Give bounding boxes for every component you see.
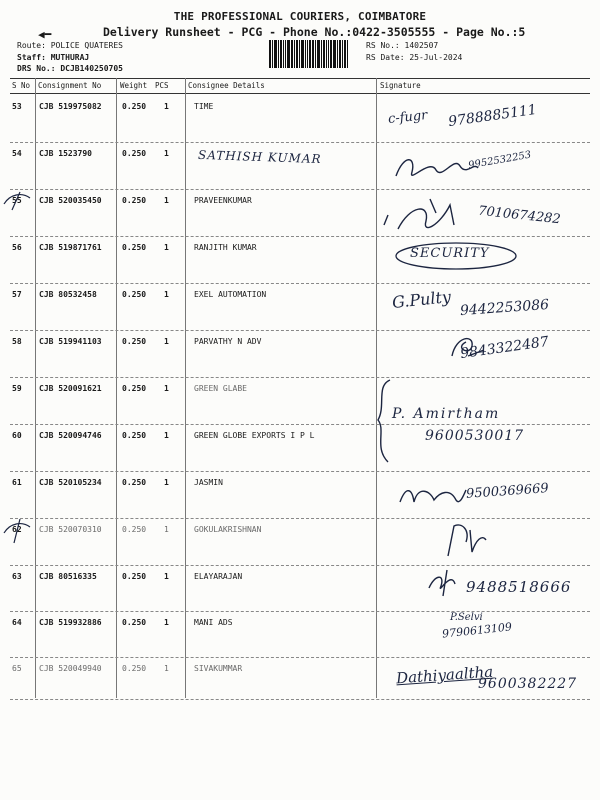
row-sno: 65	[12, 664, 22, 673]
row-consignment-no: CJB 520105234	[39, 478, 102, 487]
row-pcs: 1	[164, 290, 169, 299]
row-weight: 0.250	[122, 102, 147, 111]
row-pcs: 1	[164, 478, 169, 487]
row-sno: 62	[12, 525, 22, 534]
row-consignee: GREEN GLOBE EXPORTS I P L	[194, 431, 315, 440]
signature-62	[440, 520, 490, 560]
arrow-mark: ◀━	[38, 28, 52, 41]
row-pcs: 1	[164, 572, 169, 581]
row-sno: 59	[12, 384, 22, 393]
row-consignee: MANI ADS	[194, 618, 233, 627]
signature-61	[398, 480, 468, 510]
row-consignee: EXEL AUTOMATION	[194, 290, 267, 299]
row-sno: 56	[12, 243, 22, 252]
row-pcs: 1	[164, 243, 169, 252]
rs-date: RS Date: 25-Jul-2024	[366, 53, 463, 62]
phone-65: 9600382227	[478, 676, 578, 692]
row-consignee: PRAVEENKUMAR	[194, 196, 252, 205]
signature-60: P. Amirtham	[392, 406, 501, 422]
row-weight: 0.250	[122, 525, 147, 534]
row-pcs: 1	[164, 196, 169, 205]
row-sno: 64	[12, 618, 22, 627]
row-consignment-no: CJB 520091621	[39, 384, 102, 393]
table-top-rule	[10, 78, 590, 79]
table-row	[10, 612, 590, 658]
signature-65: Dathiyaaltha	[395, 662, 494, 688]
table-row	[10, 143, 590, 190]
phone-53: 9788885111	[447, 101, 538, 131]
row-sno: 54	[12, 149, 22, 158]
row-weight: 0.250	[122, 384, 147, 393]
row-weight: 0.250	[122, 290, 147, 299]
phone-61: 9500369669	[465, 481, 550, 502]
signature-56: SECURITY	[410, 246, 490, 261]
row-consignment-no: CJB 520070310	[39, 525, 102, 534]
row-pcs: 1	[164, 618, 169, 627]
signature-57: G.Pulty	[391, 286, 452, 313]
row-weight: 0.250	[122, 196, 147, 205]
row-pcs: 1	[164, 102, 169, 111]
row-weight: 0.250	[122, 337, 147, 346]
document-subtitle: Delivery Runsheet - PCG - Phone No.:0422-3505555 - Page No.:5	[103, 25, 526, 39]
row-weight: 0.250	[122, 618, 147, 627]
drs-number: DRS No.: DCJB140250705	[17, 64, 123, 73]
row-consignment-no: CJB 519871761	[39, 243, 102, 252]
row-consignment-no: CJB 520049940	[39, 664, 102, 673]
row-pcs: 1	[164, 149, 169, 158]
row-consignment-no: CJB 1523790	[39, 149, 92, 158]
phone-63: 9488518666	[466, 578, 572, 596]
margin-tick-mark	[0, 188, 40, 216]
row-weight: 0.250	[122, 572, 147, 581]
margin-tick-mark	[0, 515, 40, 545]
row-pcs: 1	[164, 431, 169, 440]
row-consignee: ELAYARAJAN	[194, 572, 243, 581]
phone-58: 9843322487	[459, 333, 550, 363]
signature-63	[425, 566, 465, 600]
staff-label: Staff: MUTHURAJ	[17, 53, 90, 62]
row-consignment-no: CJB 519975082	[39, 102, 102, 111]
row-sno: 61	[12, 478, 22, 487]
row-pcs: 1	[164, 664, 169, 673]
row-weight: 0.250	[122, 664, 147, 673]
phone-57: 9442253086	[459, 296, 550, 320]
row-weight: 0.250	[122, 243, 147, 252]
phone-60: 9600530017	[425, 428, 525, 444]
barcode	[269, 40, 358, 68]
row-sno: 57	[12, 290, 22, 299]
row-pcs: 1	[164, 525, 169, 534]
row-sno: 60	[12, 431, 22, 440]
row-weight: 0.250	[122, 149, 147, 158]
route-label: Route: POLICE QUATERES	[17, 41, 123, 50]
row-consignment-no: CJB 80516335	[39, 572, 97, 581]
table-row	[10, 378, 590, 425]
row-consignment-no: CJB 519932886	[39, 618, 102, 627]
row-consignee: PARVATHY N ADV	[194, 337, 262, 346]
signature-53: c-fugr	[387, 107, 429, 128]
row-consignee: JASMIN	[194, 478, 223, 487]
row-weight: 0.250	[122, 431, 147, 440]
row-sno: 63	[12, 572, 22, 581]
col-header-signature: Signature	[380, 81, 421, 90]
col-header-sno: S No	[12, 81, 31, 90]
signature-54	[390, 148, 480, 188]
phone-64: 9790613109	[441, 620, 513, 641]
row-consignee: RANJITH KUMAR	[194, 243, 257, 252]
row-consignment-no: CJB 520035450	[39, 196, 102, 205]
row-consignment-no: CJB 519941103	[39, 337, 102, 346]
rs-number: RS No.: 1402507	[366, 41, 439, 50]
signature-55	[380, 195, 470, 237]
row-sno: 53	[12, 102, 22, 111]
signature-64: P.Selvi	[450, 612, 483, 623]
row-consignment-no: CJB 80532458	[39, 290, 97, 299]
row-divider	[10, 699, 590, 700]
col-header-consignment: Consignment No	[38, 81, 102, 90]
row-consignee: GREEN GLABE	[194, 384, 247, 393]
row-sno: 55	[12, 196, 22, 205]
row-sno: 58	[12, 337, 22, 346]
row-consignee: TIME	[194, 102, 214, 111]
row-consignee: GOKULAKRISHNAN	[194, 525, 262, 534]
row-pcs: 1	[164, 384, 169, 393]
handwritten-consignee: SATHISH KUMAR	[197, 147, 322, 167]
row-pcs: 1	[164, 337, 169, 346]
row-consignee: SIVAKUMMAR	[194, 664, 243, 673]
col-header-pcs: PCS	[155, 81, 169, 90]
phone-54: 9952532253	[467, 149, 533, 172]
phone-55: 7010674282	[477, 203, 562, 228]
row-consignment-no: CJB 520094746	[39, 431, 102, 440]
table-row	[10, 519, 590, 566]
document-title: THE PROFESSIONAL COURIERS, COIMBATORE	[173, 10, 427, 23]
table-header-rule	[10, 93, 590, 94]
col-header-weight: Weight	[120, 81, 148, 90]
row-weight: 0.250	[122, 478, 147, 487]
col-header-consignee: Consignee Details	[188, 81, 265, 90]
